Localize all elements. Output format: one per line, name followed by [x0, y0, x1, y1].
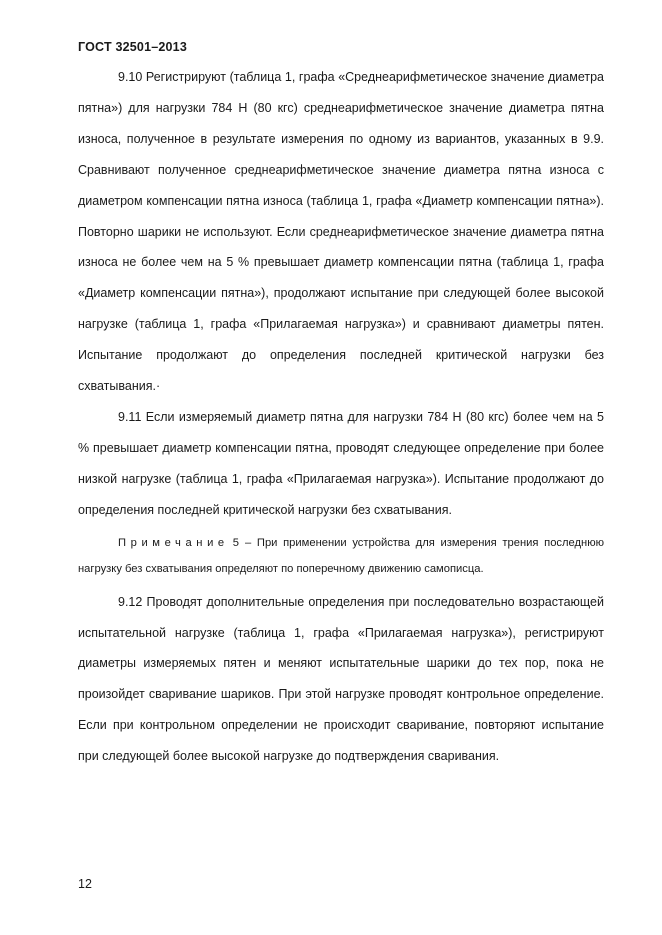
- note-text: – При применении устройства для измерения трения последнюю нагрузку без схватывания определяют по поперечному движению самописца.: [78, 536, 604, 575]
- note-label: Примечание: [118, 536, 229, 549]
- note-5: [78, 530, 604, 582]
- document-body: [78, 62, 604, 772]
- paragraph-9-10: 9.10 Регистрируют (таблица 1, графа «Среднеарифметическое значение диаметра пятна») для нагрузки 784 Н (80 кгс) среднеарифметическое значение диаметра пятна износа, полученное в результате измерения по одному из вариантов, указанных в 9.9. Сравнивают полученное среднеарифметическое значение диаметра пятна износа с диаметром компенсации пятна износа (таблица 1, графа «Диаметр компенсации пятна»). Повторно шарики не используют. Если среднеарифметическое значение диаметра пятна износа не более чем на 5 % превышает диаметр компенсации пятна (таблица 1, графа «Диаметр компенсации пятна»), продолжают испытание при следующей более высокой нагрузке (таблица 1, графа «Прилагаемая нагрузка») и сравнивают диаметры пятен. Испытание продолжают до определения последней критической нагрузки без схватывания.·: [78, 70, 604, 394]
- note-number: 5: [232, 536, 239, 549]
- document-header: ГОСТ 32501–2013: [78, 40, 187, 54]
- paragraph-9-12: 9.12 Проводят дополнительные определения при последовательно возрастающей испытательной нагрузке (таблица 1, графа «Прилагаемая нагрузка»), регистрируют диаметры измеряемых пятен и меняют испытательные шарики до тех пор, пока не произойдет сваривание шариков. При этой нагрузке проводят контрольное определение. Если при контрольном определении не происходит сваривание, повторяют испытание при следующей более высокой нагрузке до подтверждения сваривания.: [78, 594, 604, 764]
- page-number: 12: [78, 877, 92, 891]
- paragraph-9-11: 9.11 Если измеряемый диаметр пятна для нагрузки 784 Н (80 кгс) более чем на 5 % превышает диаметр компенсации пятна, проводят следующее определение при более низкой нагрузке (таблица 1, графа «Прилагаемая нагрузка»). Испытание продолжают до определения последней критической нагрузки без схватывания.: [78, 409, 604, 517]
